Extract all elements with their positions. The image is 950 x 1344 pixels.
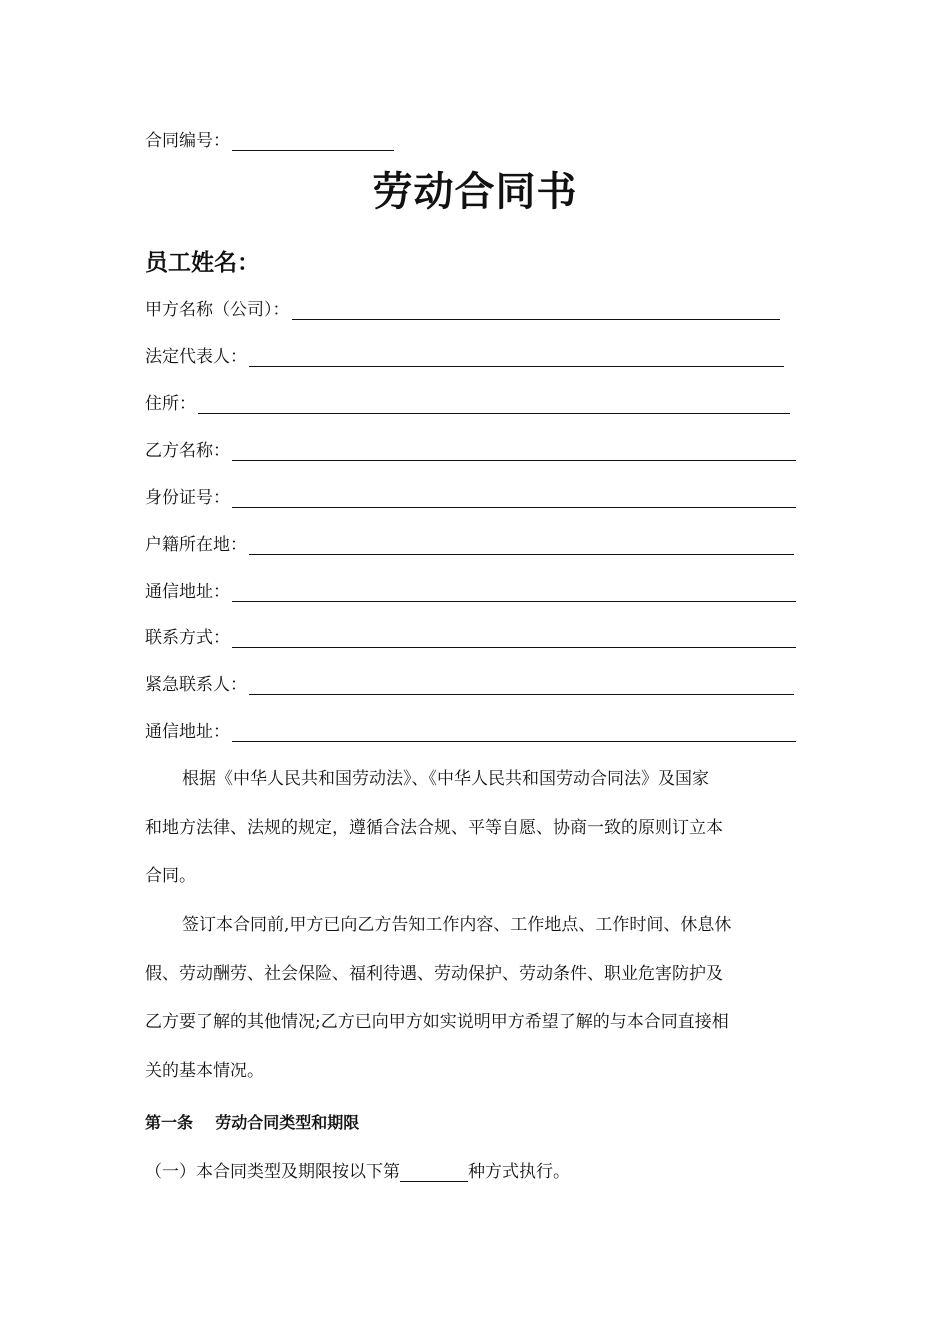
field-label: 通信地址： bbox=[145, 582, 230, 602]
field-blank-line[interactable] bbox=[232, 487, 796, 508]
household-registration-field bbox=[145, 531, 794, 555]
paragraph-line: 签订本合同前,甲方已向乙方告知工作内容、工作地点、工作时间、休息休 bbox=[182, 915, 732, 935]
field-label: 甲方名称（公司）： bbox=[145, 300, 290, 320]
emergency-mailing-address-field bbox=[145, 718, 796, 742]
field-label: 户籍所在地： bbox=[145, 535, 247, 555]
paragraph-line: 乙方要了解的其他情况;乙方已向甲方如实说明甲方希望了解的与本合同直接相 bbox=[145, 1012, 729, 1032]
paragraph-line: 和地方法律、法规的规定，遵循合法合规、平等自愿、协商一致的原则订立本 bbox=[145, 817, 723, 838]
field-blank-line[interactable] bbox=[232, 721, 796, 742]
employee-name-label: 员工姓名： bbox=[145, 250, 260, 276]
field-blank-line[interactable] bbox=[232, 627, 796, 648]
address-field bbox=[145, 390, 790, 414]
contract-number-label: 合同编号： bbox=[145, 131, 230, 151]
field-blank-line[interactable] bbox=[249, 534, 794, 555]
paragraph-line: 假、劳动酬劳、社会保险、福利待遇、劳动保护、劳动条件、职业危害防护及 bbox=[145, 963, 723, 984]
disclosure-paragraph bbox=[145, 901, 807, 1095]
clause-prefix: （一）本合同类型及期限按以下第 bbox=[145, 1162, 400, 1182]
party-b-name-field bbox=[145, 437, 796, 461]
field-label: 联系方式： bbox=[145, 628, 230, 648]
field-blank-line[interactable] bbox=[292, 299, 780, 320]
legal-basis-paragraph bbox=[145, 755, 807, 901]
id-number-field bbox=[145, 484, 796, 508]
legal-representative-field bbox=[145, 343, 784, 367]
field-label: 紧急联系人： bbox=[145, 675, 247, 695]
clause-1 bbox=[145, 1157, 570, 1182]
field-label: 通信地址： bbox=[145, 722, 230, 742]
party-a-name-field bbox=[145, 296, 780, 320]
mailing-address-field bbox=[145, 578, 796, 602]
contract-number-row bbox=[145, 126, 394, 151]
clause-suffix: 种方式执行。 bbox=[468, 1162, 570, 1182]
field-blank-line[interactable] bbox=[198, 393, 790, 414]
field-blank-line[interactable] bbox=[232, 581, 796, 602]
field-label: 法定代表人： bbox=[145, 347, 247, 367]
field-blank-line[interactable] bbox=[249, 346, 784, 367]
document-title: 劳动合同书 bbox=[372, 169, 578, 215]
article-1-heading: 第一条 劳动合同类型和期限 bbox=[145, 1113, 360, 1132]
clause-option-blank[interactable] bbox=[400, 1161, 468, 1182]
contract-number-blank[interactable] bbox=[232, 130, 394, 151]
field-label: 身份证号： bbox=[145, 488, 230, 508]
paragraph-line: 合同。 bbox=[145, 866, 196, 886]
paragraph-line: 关的基本情况。 bbox=[145, 1060, 264, 1081]
paragraph-line: 根据《中华人民共和国劳动法》、《中华人民共和国劳动合同法》及国家 bbox=[182, 769, 709, 789]
contact-method-field bbox=[145, 624, 796, 648]
field-label: 住所： bbox=[145, 394, 196, 414]
field-label: 乙方名称： bbox=[145, 441, 230, 461]
field-blank-line[interactable] bbox=[232, 440, 796, 461]
field-blank-line[interactable] bbox=[249, 674, 794, 695]
emergency-contact-field bbox=[145, 671, 794, 695]
